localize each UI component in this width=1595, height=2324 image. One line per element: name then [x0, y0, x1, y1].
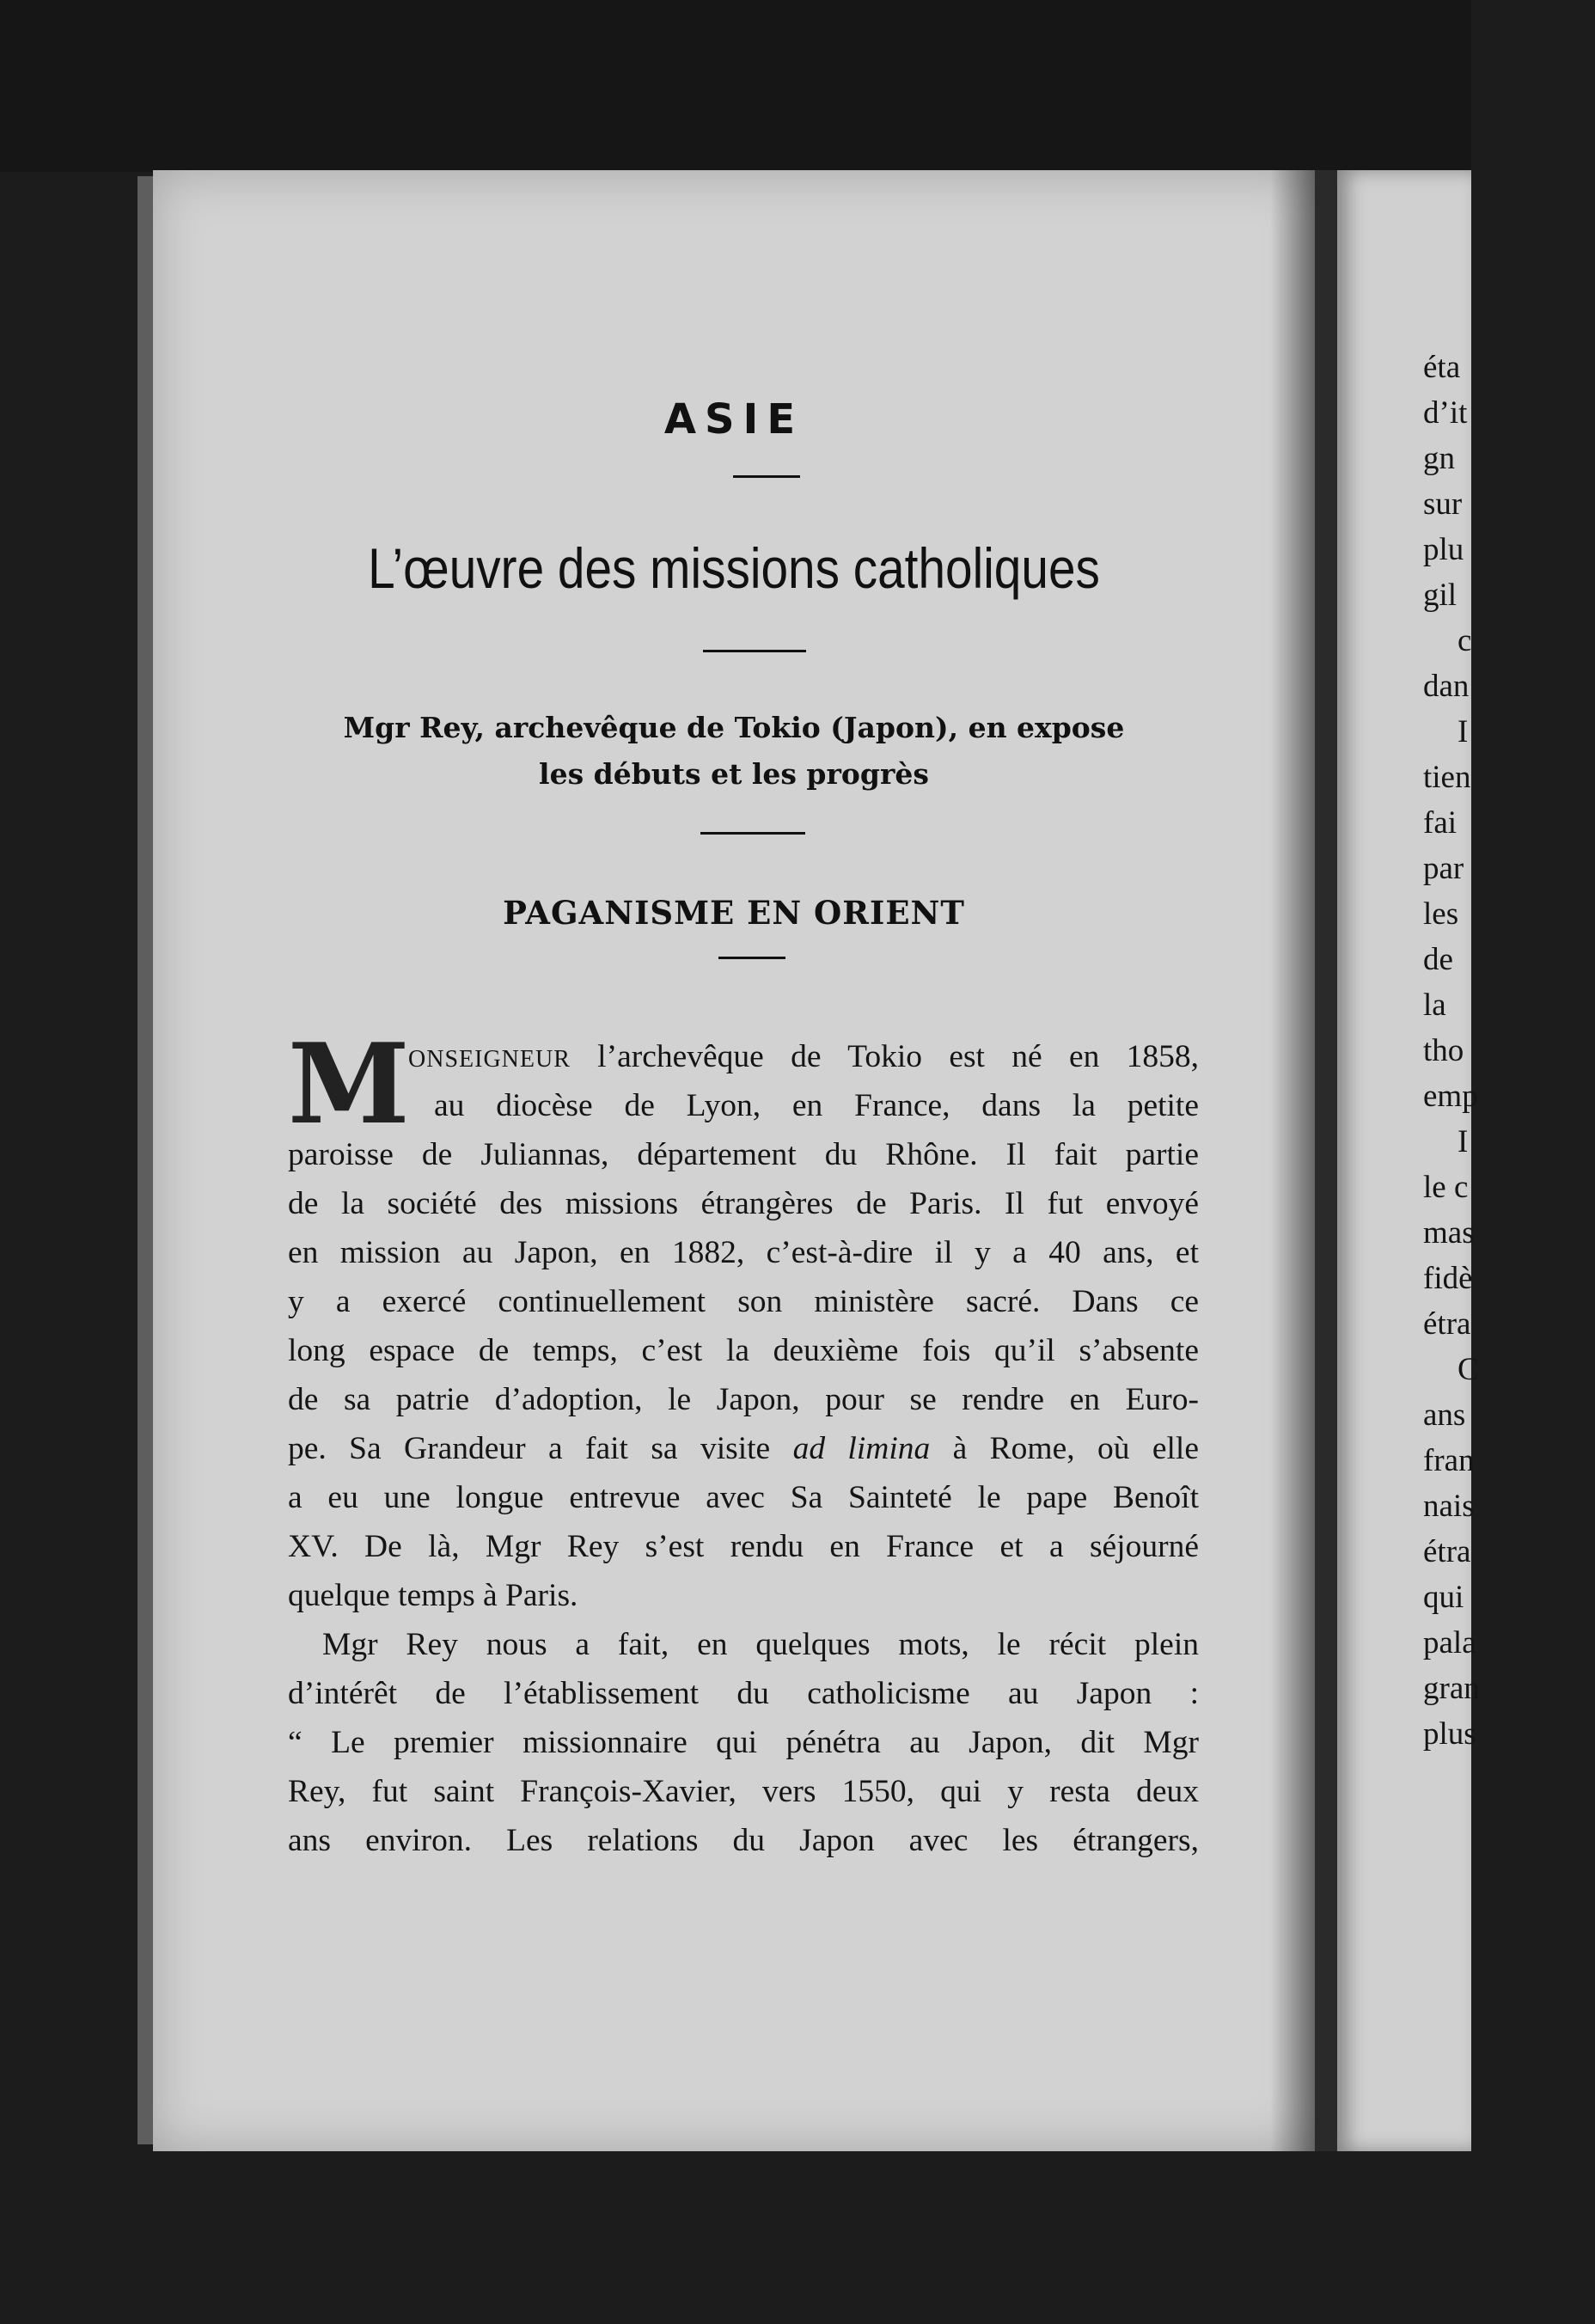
right-page-fragment: qui	[1423, 1580, 1464, 1615]
right-page-fragment: fidè	[1423, 1261, 1473, 1296]
right-page-fragment: fai	[1423, 805, 1458, 841]
text-line-16: Rey, fut saint François-Xavier, vers 1550, qui y resta deux	[288, 1774, 1199, 1809]
divider-4	[718, 957, 785, 959]
body-text	[288, 1020, 1199, 1865]
divider-3	[700, 832, 805, 835]
right-page-fragment: ans	[1423, 1397, 1466, 1433]
right-page-fragment: le c	[1423, 1170, 1469, 1205]
text-line-3: paroisse de Juliannas, département du Rhône. Il fait partie	[288, 1137, 1199, 1172]
text-line-4: de la société des missions étrangères de Paris. Il fut envoyé	[288, 1186, 1199, 1221]
divider-1	[733, 475, 800, 478]
right-page-fragment: gil	[1423, 578, 1458, 613]
right-page-fragment: étra	[1423, 1534, 1471, 1569]
right-page-fragment: nais	[1423, 1489, 1475, 1524]
right-page-fragment: plu	[1423, 532, 1464, 567]
right-page-fragment: gran	[1423, 1671, 1480, 1706]
line-9-pre: pe. Sa Grandeur a fait sa visite	[288, 1431, 793, 1466]
right-page-fragment: I	[1458, 714, 1469, 749]
book-gutter	[1315, 170, 1337, 2151]
right-page-fragment: de	[1423, 942, 1453, 977]
text-line-15: “ Le premier missionnaire qui pénétra au Japon, dit Mgr	[288, 1725, 1199, 1760]
dropcap-letter: M	[288, 1020, 410, 1149]
text-line-11: XV. De là, Mgr Rey s’est rendu en France et a séjourné	[288, 1529, 1199, 1564]
right-page-fragment: pala	[1423, 1625, 1476, 1660]
text-line-2: au diocèse de Lyon, en France, dans la petite	[434, 1088, 1199, 1123]
article-title: L’œuvre des missions catholiques	[368, 536, 1100, 600]
text-line-12: quelque temps à Paris.	[288, 1578, 578, 1613]
text-line-6: y a exercé continuellement son ministère sacré. Dans ce	[288, 1284, 1199, 1319]
text-line-17: ans environ. Les relations du Japon avec les étrangers,	[288, 1823, 1199, 1858]
right-page-fragment: C	[1458, 1352, 1479, 1387]
right-page-text	[1423, 344, 1595, 1756]
text-line-7: long espace de temps, c’est la deuxième fois qu’il s’absente	[288, 1333, 1199, 1368]
right-page-fragment: éta	[1423, 350, 1461, 385]
right-page-fragment: la	[1423, 988, 1446, 1023]
text-line-13: Mgr Rey nous a fait, en quelques mots, le récit plein	[322, 1627, 1199, 1662]
line-9-rest: à Rome, où elle	[930, 1431, 1199, 1466]
right-page-fragment: par	[1423, 851, 1464, 886]
right-page-fragment: tien	[1423, 760, 1471, 795]
right-page-fragment: emp	[1423, 1079, 1478, 1114]
section-label: ASIE	[663, 395, 804, 443]
right-page-fragment: I	[1458, 1124, 1469, 1159]
right-page-fragment: d’it	[1423, 395, 1468, 431]
smallcaps-word: ONSEIGNEUR	[408, 1046, 571, 1073]
text-line-10: a eu une longue entrevue avec Sa Sainteté le pape Benoît	[288, 1480, 1199, 1515]
text-line-8: de sa patrie d’adoption, le Japon, pour se rendre en Euro-	[288, 1382, 1199, 1417]
right-page-fragment: dan	[1423, 669, 1470, 704]
right-page	[1337, 170, 1480, 2151]
page-content	[153, 170, 1315, 2151]
left-page	[153, 170, 1315, 2151]
right-page-fragment: les	[1423, 896, 1459, 932]
divider-2	[703, 650, 806, 652]
right-page-fragment: gn	[1423, 441, 1455, 476]
text-line-1	[288, 1032, 1199, 1081]
scan-background	[0, 0, 1471, 172]
text-line-5: en mission au Japon, en 1882, c’est-à-dire il y a 40 ans, et	[288, 1235, 1199, 1270]
section-heading: PAGANISME EN ORIENT	[503, 894, 965, 932]
right-page-fragment: c	[1458, 623, 1472, 658]
right-page-fragment: fran	[1423, 1443, 1475, 1478]
article-subtitle	[239, 705, 1229, 798]
italic-ad-limina: ad limina	[792, 1431, 931, 1466]
subtitle-line-2: les débuts et les progrès	[539, 757, 929, 791]
right-page-fragment: étra	[1423, 1306, 1471, 1342]
text-line-14: d’intérêt de l’établissement du catholicisme au Japon :	[288, 1676, 1199, 1711]
subtitle-line-1: Mgr Rey, archevêque de Tokio (Japon), en expose	[343, 711, 1125, 744]
right-page-fragment: mas	[1423, 1215, 1475, 1251]
right-page-fragment: tho	[1423, 1033, 1464, 1068]
spine-shadow	[1270, 170, 1315, 2151]
line-1-rest: l’archevêque de Tokio est né en 1858,	[570, 1039, 1199, 1074]
right-page-fragment: sur	[1423, 486, 1463, 522]
text-line-9	[288, 1424, 1199, 1473]
right-page-fragment: plus	[1423, 1716, 1476, 1752]
